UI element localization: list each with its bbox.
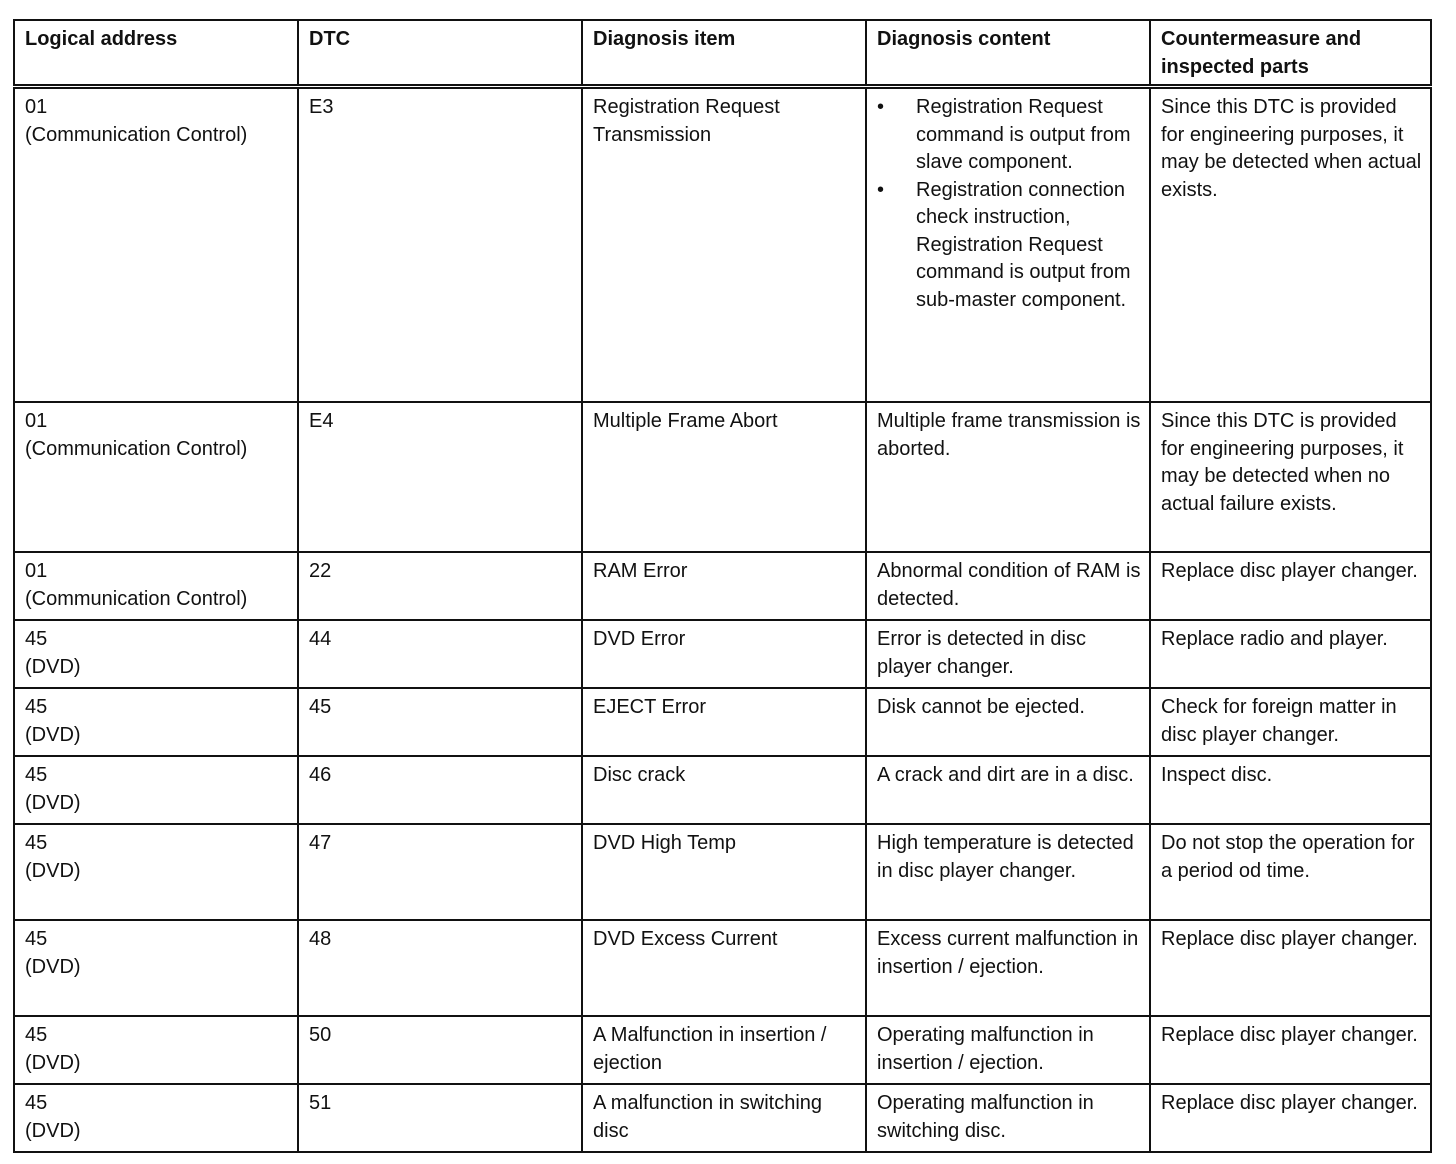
address-code: 45 bbox=[25, 764, 48, 786]
address-name: (DVD) bbox=[25, 859, 81, 882]
cell-countermeasure: Replace disc player changer. bbox=[1150, 1016, 1431, 1084]
table-row bbox=[14, 1084, 1431, 1152]
cell-logical-address bbox=[14, 1084, 298, 1152]
address-code: 45 bbox=[25, 1092, 48, 1114]
address-code: 45 bbox=[25, 696, 48, 718]
address-name: (DVD) bbox=[25, 791, 81, 814]
cell-diagnosis-item: Registration Request Transmission bbox=[582, 87, 866, 403]
bullet-icon: • bbox=[877, 96, 885, 118]
address-name: (DVD) bbox=[25, 1051, 81, 1074]
table-row bbox=[14, 688, 1431, 756]
content-bullet-text: Registration Request command is output from slave component. bbox=[916, 96, 1131, 173]
address-code: 01 bbox=[25, 560, 48, 582]
cell-dtc: 48 bbox=[298, 920, 582, 1016]
cell-diagnosis-content: Operating malfunction in insertion / ejection. bbox=[866, 1016, 1150, 1084]
cell-diagnosis-item: DVD Excess Current bbox=[582, 920, 866, 1016]
cell-logical-address bbox=[14, 402, 298, 552]
cell-dtc: 44 bbox=[298, 620, 582, 688]
bullet-icon: • bbox=[877, 178, 885, 201]
table-row bbox=[14, 1016, 1431, 1084]
content-bullet bbox=[877, 177, 1141, 315]
address-code: 01 bbox=[25, 410, 48, 432]
address-name: (DVD) bbox=[25, 1119, 81, 1142]
cell-diagnosis-content: Operating malfunction in switching disc. bbox=[866, 1084, 1150, 1152]
cell-logical-address bbox=[14, 756, 298, 824]
header-logical-address: Logical address bbox=[14, 20, 298, 87]
cell-countermeasure: Replace radio and player. bbox=[1150, 620, 1431, 688]
cell-logical-address bbox=[14, 688, 298, 756]
cell-countermeasure: Do not stop the operation for a period od time. bbox=[1150, 824, 1431, 920]
cell-countermeasure: Since this DTC is provided for engineering purposes, it may be detected when actual exists. bbox=[1150, 87, 1431, 403]
cell-logical-address bbox=[14, 552, 298, 620]
cell-diagnosis-content: Abnormal condition of RAM is detected. bbox=[866, 552, 1150, 620]
cell-dtc: 45 bbox=[298, 688, 582, 756]
table-body bbox=[14, 87, 1431, 1153]
address-name: (DVD) bbox=[25, 655, 81, 678]
address-code: 45 bbox=[25, 1024, 48, 1046]
cell-diagnosis-item: Multiple Frame Abort bbox=[582, 402, 866, 552]
table-row bbox=[14, 920, 1431, 1016]
cell-dtc: 47 bbox=[298, 824, 582, 920]
dtc-table bbox=[13, 19, 1432, 1153]
address-name: (Communication Control) bbox=[25, 437, 248, 460]
cell-dtc: 50 bbox=[298, 1016, 582, 1084]
table-row bbox=[14, 552, 1431, 620]
cell-diagnosis-item: Disc crack bbox=[582, 756, 866, 824]
cell-diagnosis-content: High temperature is detected in disc player changer. bbox=[866, 824, 1150, 920]
cell-logical-address bbox=[14, 1016, 298, 1084]
cell-diagnosis-item: A malfunction in switching disc bbox=[582, 1084, 866, 1152]
header-countermeasure: Countermeasure and inspected parts bbox=[1150, 20, 1431, 87]
address-code: 45 bbox=[25, 832, 48, 854]
cell-dtc: 22 bbox=[298, 552, 582, 620]
table-header bbox=[14, 20, 1431, 87]
address-name: (Communication Control) bbox=[25, 587, 248, 610]
cell-dtc: E3 bbox=[298, 87, 582, 403]
cell-diagnosis-content: Multiple frame transmission is aborted. bbox=[866, 402, 1150, 552]
cell-diagnosis-content: Error is detected in disc player changer. bbox=[866, 620, 1150, 688]
address-name: (Communication Control) bbox=[25, 123, 248, 146]
cell-logical-address bbox=[14, 87, 298, 403]
table-row bbox=[14, 756, 1431, 824]
cell-countermeasure: Replace disc player changer. bbox=[1150, 1084, 1431, 1152]
table-row bbox=[14, 402, 1431, 552]
header-diagnosis-item: Diagnosis item bbox=[582, 20, 866, 87]
table-row bbox=[14, 620, 1431, 688]
cell-diagnosis-content: Excess current malfunction in insertion / ejection. bbox=[866, 920, 1150, 1016]
address-code: 01 bbox=[25, 96, 48, 118]
table-row bbox=[14, 824, 1431, 920]
cell-logical-address bbox=[14, 620, 298, 688]
cell-diagnosis-content: Disk cannot be ejected. bbox=[866, 688, 1150, 756]
cell-countermeasure: Replace disc player changer. bbox=[1150, 920, 1431, 1016]
content-bullet bbox=[877, 94, 1141, 177]
address-name: (DVD) bbox=[25, 955, 81, 978]
header-diagnosis-content: Diagnosis content bbox=[866, 20, 1150, 87]
cell-countermeasure: Replace disc player changer. bbox=[1150, 552, 1431, 620]
header-row bbox=[14, 20, 1431, 87]
cell-countermeasure: Check for foreign matter in disc player changer. bbox=[1150, 688, 1431, 756]
cell-diagnosis-item: EJECT Error bbox=[582, 688, 866, 756]
cell-diagnosis-item: DVD High Temp bbox=[582, 824, 866, 920]
header-dtc: DTC bbox=[298, 20, 582, 87]
cell-dtc: 51 bbox=[298, 1084, 582, 1152]
cell-countermeasure: Inspect disc. bbox=[1150, 756, 1431, 824]
cell-dtc: E4 bbox=[298, 402, 582, 552]
cell-diagnosis-content bbox=[866, 87, 1150, 403]
cell-diagnosis-item: DVD Error bbox=[582, 620, 866, 688]
address-code: 45 bbox=[25, 628, 48, 650]
content-bullet-list bbox=[877, 94, 1141, 314]
cell-diagnosis-item: A Malfunction in insertion / ejection bbox=[582, 1016, 866, 1084]
cell-logical-address bbox=[14, 824, 298, 920]
address-name: (DVD) bbox=[25, 723, 81, 746]
cell-diagnosis-content: A crack and dirt are in a disc. bbox=[866, 756, 1150, 824]
cell-logical-address bbox=[14, 920, 298, 1016]
address-code: 45 bbox=[25, 928, 48, 950]
cell-dtc: 46 bbox=[298, 756, 582, 824]
cell-countermeasure: Since this DTC is provided for engineering purposes, it may be detected when no actual failure exists. bbox=[1150, 402, 1431, 552]
content-bullet-text: Registration connection check instruction, Registration Request command is output from sub-master component. bbox=[916, 178, 1131, 311]
cell-diagnosis-item: RAM Error bbox=[582, 552, 866, 620]
table-row bbox=[14, 87, 1431, 403]
